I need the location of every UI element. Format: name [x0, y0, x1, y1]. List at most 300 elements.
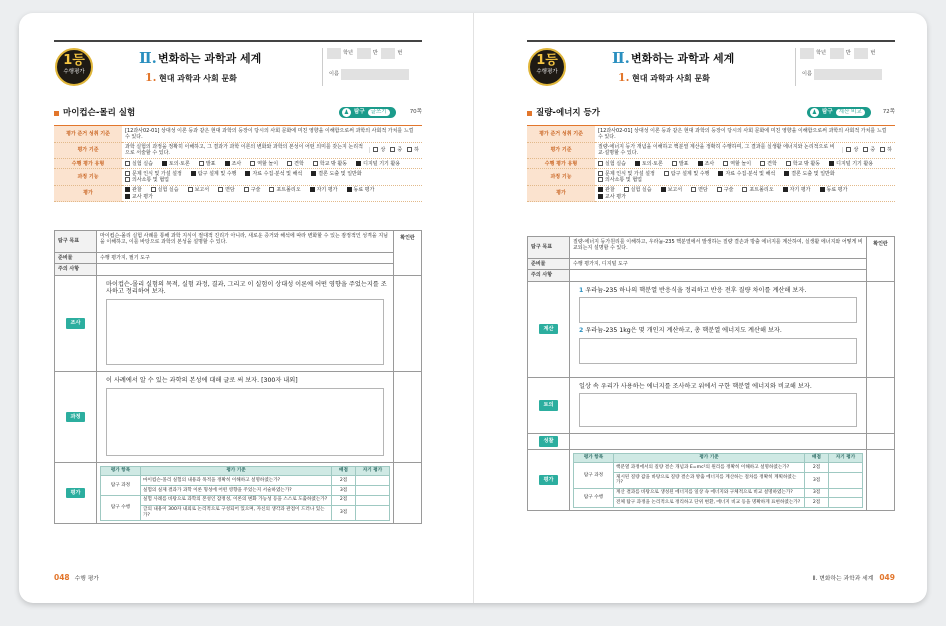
section-number: 1. — [145, 71, 157, 84]
table-row — [574, 463, 863, 473]
checkbox-icon[interactable] — [125, 177, 130, 182]
student-info — [795, 48, 895, 86]
rubric-category: 탐구 수행 — [101, 495, 141, 520]
option-label: 실험 실습 — [157, 187, 179, 194]
section-title: 현대 과학과 사회 문화 — [159, 74, 237, 83]
types-key: 수행 평가 유형 — [527, 159, 595, 169]
rubric-points: 3점 — [805, 488, 829, 498]
self-eval-cell[interactable] — [356, 495, 390, 505]
option-item[interactable] — [125, 161, 153, 167]
name-field[interactable] — [341, 69, 409, 80]
option-label: 디지털 기기 활용 — [363, 160, 401, 167]
option-item[interactable] — [718, 171, 775, 177]
option-label: 실험 실습 — [605, 160, 626, 167]
class-field[interactable] — [357, 48, 371, 59]
option-label: 문제 인식 및 가설 설정 — [132, 170, 182, 177]
standard-key: 평가 준거 성취 기준 — [527, 126, 595, 143]
checkbox-icon[interactable] — [151, 187, 156, 192]
phase-tag: 평가 — [66, 488, 84, 499]
checked-box-icon[interactable] — [635, 161, 640, 166]
checkbox-icon[interactable] — [188, 187, 193, 192]
level-options — [369, 147, 419, 153]
assessment-logo — [528, 48, 566, 86]
answer-box[interactable] — [579, 393, 857, 427]
self-eval-cell[interactable] — [829, 463, 863, 473]
option-item[interactable] — [125, 177, 169, 183]
checked-box-icon[interactable] — [191, 171, 196, 176]
option-label: 자료 수집·분석 및 해석 — [252, 170, 303, 177]
checkbox-icon[interactable] — [218, 187, 223, 192]
answer-box[interactable] — [106, 388, 384, 456]
phase-tag: 과정 — [66, 412, 84, 423]
checkbox-icon[interactable] — [244, 187, 249, 192]
bullet-square-icon — [54, 111, 59, 116]
checked-box-icon[interactable] — [783, 187, 788, 192]
option-label: 면담 — [698, 187, 708, 194]
option-item[interactable] — [313, 161, 347, 167]
prep-key: 준비물 — [55, 253, 97, 264]
option-label: 견학 — [294, 160, 304, 167]
checked-box-icon[interactable] — [310, 187, 315, 192]
question-text: 일상 속 우리가 사용하는 에너지를 조사하고 위에서 구한 핵분열 에너지와 비교해 보자. — [579, 382, 812, 390]
option-label: 토의·토론 — [641, 160, 663, 167]
question-text: 마이컵슨-몰리 실험의 목적, 실험 과정, 결과, 그리고 이 실험이 상대성 이론에 어떤 영향을 주었는지를 조사하고 정리하여 보자. — [106, 280, 387, 296]
page-header — [527, 40, 895, 88]
grade-label: 학년 — [816, 50, 827, 57]
checkbox-icon[interactable] — [672, 161, 677, 166]
self-eval-cell[interactable] — [356, 486, 390, 496]
phase-tag: 조사 — [66, 318, 84, 329]
check-cell[interactable] — [867, 281, 895, 377]
phase-discussion — [528, 377, 570, 434]
question-text — [579, 327, 863, 335]
rubric-header: 평가 기준 — [141, 466, 332, 476]
rubric-points: 3점 — [805, 473, 829, 488]
phase-tag: 계산 — [539, 324, 557, 335]
name-label: 이름 — [802, 71, 813, 78]
level-checkbox[interactable] — [863, 147, 868, 152]
option-label: 구술 — [250, 187, 261, 194]
checked-box-icon[interactable] — [820, 187, 825, 192]
option-label: 발표 — [205, 160, 216, 167]
option-item[interactable] — [225, 161, 242, 167]
prep-text: 수행 평가지, 필기 도구 — [97, 253, 394, 264]
pill-label: 탐구 — [354, 109, 365, 115]
rubric-category: 탐구 과정 — [101, 476, 141, 495]
phase-evaluation — [528, 449, 570, 510]
footer-label: 수행 평가 — [74, 576, 99, 582]
checked-box-icon[interactable] — [829, 161, 834, 166]
discussion-cell — [570, 377, 867, 434]
checkbox-icon[interactable] — [664, 171, 669, 176]
criteria-row — [122, 142, 422, 159]
rubric-points: 3점 — [332, 505, 356, 520]
option-label: 실험 실습 — [132, 160, 153, 167]
student-info — [322, 48, 422, 86]
checked-box-icon[interactable] — [356, 161, 361, 166]
eval-key: 평가 — [54, 185, 122, 202]
unit-number: Ⅱ. — [139, 49, 157, 67]
unit-number: Ⅱ. — [612, 49, 630, 67]
checked-box-icon[interactable] — [225, 161, 230, 166]
calculation-cell — [570, 281, 867, 377]
rubric-points: 2점 — [805, 498, 829, 508]
research-cell — [97, 275, 394, 372]
rubric-criterion: 실험 사례를 바탕으로 과학의 본성인 잠정성, 이론의 변화 가능성 등을 스스로 도출하였는가? — [141, 495, 332, 505]
option-label: 포트폴리오 — [749, 187, 774, 194]
option-item[interactable] — [347, 187, 375, 193]
assessment-meta-table — [54, 125, 422, 202]
rubric-points: 2점 — [332, 476, 356, 486]
table-row — [101, 476, 390, 486]
option-label: 결론 도출 및 일반화 — [318, 170, 362, 177]
option-item[interactable] — [244, 187, 261, 193]
note-key: 주의 사항 — [55, 264, 97, 275]
rubric-cell — [97, 462, 394, 523]
page-footer — [813, 573, 895, 583]
assessment-meta-table — [527, 125, 895, 202]
types-key: 수행 평가 유형 — [54, 159, 122, 169]
option-item[interactable] — [624, 187, 652, 193]
self-eval-cell[interactable] — [829, 473, 863, 488]
option-item[interactable] — [151, 187, 179, 193]
option-label: 토의·토론 — [168, 160, 190, 167]
option-item[interactable] — [820, 187, 848, 193]
rubric-header: 자기 평가 — [356, 466, 390, 476]
option-item[interactable] — [784, 171, 834, 177]
note-key: 주의 사항 — [528, 270, 570, 281]
option-label: 자기 평가 — [789, 187, 811, 194]
rubric-header: 평가 항목 — [574, 453, 614, 463]
person-icon: ♟ — [811, 109, 818, 116]
option-item[interactable] — [598, 177, 642, 183]
option-label: 문제 인식 및 가설 설정 — [605, 170, 655, 177]
check-cell[interactable] — [867, 377, 895, 434]
checkbox-icon[interactable] — [760, 161, 765, 166]
criteria-text: 과학 실험의 과정을 정확히 이해하고, 그 결과가 과학 이론의 변화와 과학의 본성이 어떤 의미를 갖는지 논리적으로 서술할 수 있다. — [125, 144, 363, 157]
prep-text: 수행 평가지, 디지털 도구 — [570, 259, 867, 270]
checkbox-icon[interactable] — [624, 187, 629, 192]
option-item[interactable] — [742, 187, 773, 193]
option-item[interactable] — [672, 161, 689, 167]
checked-box-icon[interactable] — [784, 171, 789, 176]
option-item[interactable] — [188, 187, 210, 193]
option-item[interactable] — [723, 161, 751, 167]
eval-key: 평가 — [527, 185, 595, 202]
skills-list — [595, 169, 895, 186]
option-label: 동료 평가 — [826, 187, 848, 194]
standard-key: 평가 준거 성취 기준 — [54, 126, 122, 143]
table-row — [574, 488, 863, 498]
option-item[interactable] — [760, 161, 777, 167]
rubric-header: 배점 — [805, 453, 829, 463]
rubric-table — [100, 466, 390, 521]
option-item[interactable] — [664, 171, 710, 177]
answer-box[interactable] — [106, 299, 384, 365]
level-label: 하 — [414, 147, 419, 154]
number-label: 번 — [397, 50, 403, 57]
self-eval-cell[interactable] — [829, 498, 863, 508]
checkbox-icon[interactable] — [691, 187, 696, 192]
checkbox-icon[interactable] — [598, 161, 603, 166]
footer-label: Ⅱ. 변화하는 과학과 세계 — [812, 576, 874, 582]
option-label: 역할 놀이 — [257, 160, 279, 167]
page-reference: 72쪽 — [882, 109, 895, 115]
option-label: 탐구 설계 및 수행 — [197, 170, 237, 177]
check-cell[interactable] — [394, 462, 422, 523]
option-item[interactable] — [786, 161, 820, 167]
answer-box[interactable] — [579, 338, 857, 364]
option-item[interactable] — [356, 161, 400, 167]
class-field[interactable] — [830, 48, 844, 59]
rubric-criterion: 전체 탐구 과정을 논리적으로 정리하고 단위 변환, 에너지 비교 등을 명확하게 표현하였는가? — [614, 498, 805, 508]
checkbox-icon[interactable] — [199, 161, 204, 166]
logo-number: 1등 — [536, 53, 558, 68]
option-label: 면담 — [225, 187, 235, 194]
level-label: 하 — [887, 147, 892, 154]
rubric-criterion: 글의 내용이 300자 내외로 논리적으로 구성되어 있으며, 자신의 생각과 관점이 드러나 있는가? — [141, 505, 332, 520]
goal-key: 탐구 목표 — [55, 231, 97, 253]
question-2: 우라늄-235 1kg은 몇 개인지 계산하고, 총 핵분열 에너지도 계산해 보자. — [585, 327, 782, 335]
reflection-cell[interactable] — [570, 434, 867, 450]
checked-box-icon[interactable] — [125, 194, 130, 199]
option-item[interactable] — [199, 161, 216, 167]
number-field[interactable] — [854, 48, 868, 59]
goal-text: 질량-에너지 등가원리를 이해하고, 우라늄-235 핵분열에서 발생하는 질량 결손과 방출 에너지를 계산하여, 실생활 에너지와 어떻게 비교되는지 설명할 수 있다. — [570, 237, 867, 259]
checked-box-icon[interactable] — [598, 194, 603, 199]
types-list — [122, 159, 422, 169]
level-label: 중 — [397, 147, 403, 154]
question-text: 이 사례에서 알 수 있는 과학의 본성에 대해 글로 써 보자. [300자 내외] — [106, 377, 298, 384]
level-checkbox[interactable] — [373, 147, 378, 152]
option-label: 자료 수집·분석 및 해석 — [725, 170, 776, 177]
option-item[interactable] — [245, 171, 302, 177]
name-label: 이름 — [329, 71, 340, 78]
checkbox-icon[interactable] — [125, 161, 130, 166]
logo-label: 수행평가 — [63, 69, 85, 75]
grade-label: 학년 — [343, 50, 354, 57]
option-item[interactable] — [691, 187, 708, 193]
self-eval-cell[interactable] — [829, 488, 863, 498]
page-number: 049 — [879, 573, 895, 582]
phase-tag: 평가 — [539, 475, 557, 486]
phase-calculation — [528, 281, 570, 377]
level-label: 중 — [870, 147, 876, 154]
option-item[interactable] — [191, 171, 237, 177]
option-label: 발표 — [678, 160, 689, 167]
option-label: 포트폴리오 — [276, 187, 301, 194]
option-label: 학교 밖 활동 — [792, 160, 821, 167]
checkbox-icon[interactable] — [250, 161, 255, 166]
criteria-key: 평가 기준 — [54, 142, 122, 159]
option-item[interactable] — [598, 161, 626, 167]
checkbox-icon[interactable] — [287, 161, 292, 166]
checked-box-icon[interactable] — [125, 187, 130, 192]
rubric-criterion: 마이컵슨-몰리 실험의 내용과 목적을 정확히 이해하고 설명하였는가? — [141, 476, 332, 486]
phase-research — [55, 275, 97, 372]
left-page — [54, 40, 422, 582]
rubric-points: 2점 — [332, 495, 356, 505]
types-list — [595, 159, 895, 169]
standard-text: [12과사02-01] 상대성 이론 등과 같은 현대 과학의 등장이 당시의 사회 문화에 미친 영향을 이해함으로써 과학의 사회적 가치를 느낄 수 있다. — [595, 126, 895, 143]
class-label: 반 — [372, 50, 378, 57]
question-number: 2 — [579, 327, 584, 335]
pill-label: 탐구 — [822, 109, 833, 115]
option-item[interactable] — [698, 161, 715, 167]
worksheet-table — [54, 230, 422, 524]
checked-box-icon[interactable] — [347, 187, 352, 192]
checked-box-icon[interactable] — [698, 161, 703, 166]
person-icon: ♟ — [343, 109, 350, 116]
option-item[interactable] — [250, 161, 278, 167]
option-item[interactable] — [311, 171, 361, 177]
option-item[interactable] — [717, 187, 734, 193]
checkbox-icon[interactable] — [786, 161, 791, 166]
option-item[interactable] — [162, 161, 190, 167]
rubric-header: 평가 기준 — [614, 453, 805, 463]
standard-text: [12과사02-01] 상대성 이론 등과 같은 현대 과학의 등장이 당시의 사회 문화에 미친 영향을 이해함으로써 과학의 사회적 가치를 느낄 수 있다. — [122, 126, 422, 143]
level-checkbox[interactable] — [390, 147, 395, 152]
assessment-logo — [55, 48, 93, 86]
option-label: 교사 평가 — [132, 193, 153, 200]
table-row — [574, 498, 863, 508]
rubric-category: 탐구 수행 — [574, 488, 614, 507]
self-eval-cell[interactable] — [356, 476, 390, 486]
level-label: 상 — [380, 147, 386, 154]
book-spine — [473, 13, 474, 603]
option-label: 결론 도출 및 일반화 — [791, 170, 835, 177]
checked-box-icon[interactable] — [245, 171, 250, 176]
checkbox-icon[interactable] — [723, 161, 728, 166]
criteria-row — [595, 142, 895, 159]
eval-list — [595, 185, 895, 202]
section-number: 1. — [618, 71, 630, 84]
phase-tag: 토의 — [539, 400, 557, 411]
rubric-criterion: 제시된 질량 값을 바탕으로 질량 결손과 방출 에너지를 계산하는 절차를 정확히 계획하였는가? — [614, 473, 805, 488]
check-cell[interactable] — [867, 449, 895, 510]
page-reference: 70쪽 — [409, 109, 422, 115]
grade-field[interactable] — [327, 48, 341, 59]
eval-list — [122, 185, 422, 202]
option-item[interactable] — [269, 187, 300, 193]
right-page — [527, 40, 895, 582]
option-label: 조사 — [704, 160, 715, 167]
answer-box[interactable] — [579, 297, 857, 323]
phase-tag: 성찰 — [539, 436, 557, 447]
phase-process — [55, 372, 97, 463]
level-checkbox[interactable] — [407, 147, 412, 152]
checkbox-icon[interactable] — [742, 187, 747, 192]
logo-number: 1등 — [63, 53, 85, 68]
option-label: 보고서 — [194, 187, 210, 194]
check-cell[interactable] — [394, 372, 422, 463]
option-label: 의사소통 및 협업 — [132, 177, 169, 183]
level-checkbox[interactable] — [846, 147, 851, 152]
rubric-cell — [570, 449, 867, 510]
option-label: 교사 평가 — [605, 193, 626, 200]
number-field[interactable] — [381, 48, 395, 59]
level-checkbox[interactable] — [880, 147, 885, 152]
rubric-points: 2점 — [805, 463, 829, 473]
checkbox-icon[interactable] — [598, 177, 603, 182]
activity-title: 질량-에너지 등가 — [536, 108, 600, 118]
checkbox-icon[interactable] — [313, 161, 318, 166]
logo-label: 수행평가 — [536, 69, 558, 75]
rubric-header: 자기 평가 — [829, 453, 863, 463]
skills-key: 과정 기능 — [54, 169, 122, 186]
phase-evaluation — [55, 462, 97, 523]
checkbox-icon[interactable] — [598, 171, 603, 176]
phase-reflection — [528, 434, 570, 450]
option-item[interactable] — [125, 194, 153, 200]
check-column-header: 확인란 — [867, 237, 895, 282]
option-label: 조사 — [231, 160, 242, 167]
checkbox-icon[interactable] — [125, 171, 130, 176]
option-label: 동료 평가 — [353, 187, 375, 194]
option-label: 관찰 — [605, 187, 615, 194]
option-label: 탐구 설계 및 수행 — [670, 170, 710, 177]
checked-box-icon[interactable] — [661, 187, 666, 192]
option-item[interactable] — [829, 161, 873, 167]
table-row — [101, 495, 390, 505]
rubric-points: 3점 — [332, 486, 356, 496]
checked-box-icon[interactable] — [718, 171, 723, 176]
rubric-table — [573, 453, 863, 508]
pill-sub: 글쓰기 — [368, 109, 390, 116]
option-item[interactable] — [661, 187, 683, 193]
prep-key: 준비물 — [528, 259, 570, 270]
table-row — [101, 505, 390, 520]
process-cell — [97, 372, 394, 463]
rubric-header: 평가 항목 — [101, 466, 141, 476]
goal-text: 마이컵슨-몰리 실험 사례를 통해 과학 지식이 절대적 진리가 아니라, 새로운 증거와 해석에 따라 변화할 수 있는 잠정적인 성격을 지님을 이해하고, 이를 바탕으로 과학의 본성을 설명할 수 있다. — [97, 231, 394, 253]
checkbox-icon[interactable] — [269, 187, 274, 192]
criteria-key: 평가 기준 — [527, 142, 595, 159]
option-item[interactable] — [598, 194, 626, 200]
option-label: 자기 평가 — [316, 187, 338, 194]
pill-sub: 계산 비교 — [836, 109, 865, 116]
bullet-square-icon — [527, 111, 532, 116]
self-eval-cell[interactable] — [356, 505, 390, 520]
worksheet-table — [527, 236, 895, 511]
option-label: 관찰 — [132, 187, 142, 194]
option-item[interactable] — [635, 161, 663, 167]
checkbox-icon[interactable] — [717, 187, 722, 192]
page-footer — [54, 573, 99, 583]
table-row — [574, 473, 863, 488]
option-label: 보고서 — [667, 187, 683, 194]
table-row — [101, 486, 390, 496]
rubric-criterion: 실험의 실제 결과가 과학 이론 형성에 어떤 영향을 주었는지 서술하였는가? — [141, 486, 332, 496]
option-item[interactable] — [218, 187, 235, 193]
inquiry-pill — [807, 107, 871, 118]
checked-box-icon[interactable] — [311, 171, 316, 176]
note-text — [97, 264, 394, 275]
option-item[interactable] — [310, 187, 338, 193]
name-field[interactable] — [814, 69, 882, 80]
activity-heading — [527, 107, 895, 121]
activity-title: 마이컵슨-몰리 실험 — [63, 108, 136, 118]
check-cell[interactable] — [394, 275, 422, 372]
check-cell[interactable] — [867, 434, 895, 450]
skills-list — [122, 169, 422, 186]
section-title: 현대 과학과 사회 문화 — [632, 74, 710, 83]
checked-box-icon[interactable] — [598, 187, 603, 192]
option-item[interactable] — [287, 161, 304, 167]
grade-field[interactable] — [800, 48, 814, 59]
option-item[interactable] — [783, 187, 811, 193]
checked-box-icon[interactable] — [162, 161, 167, 166]
